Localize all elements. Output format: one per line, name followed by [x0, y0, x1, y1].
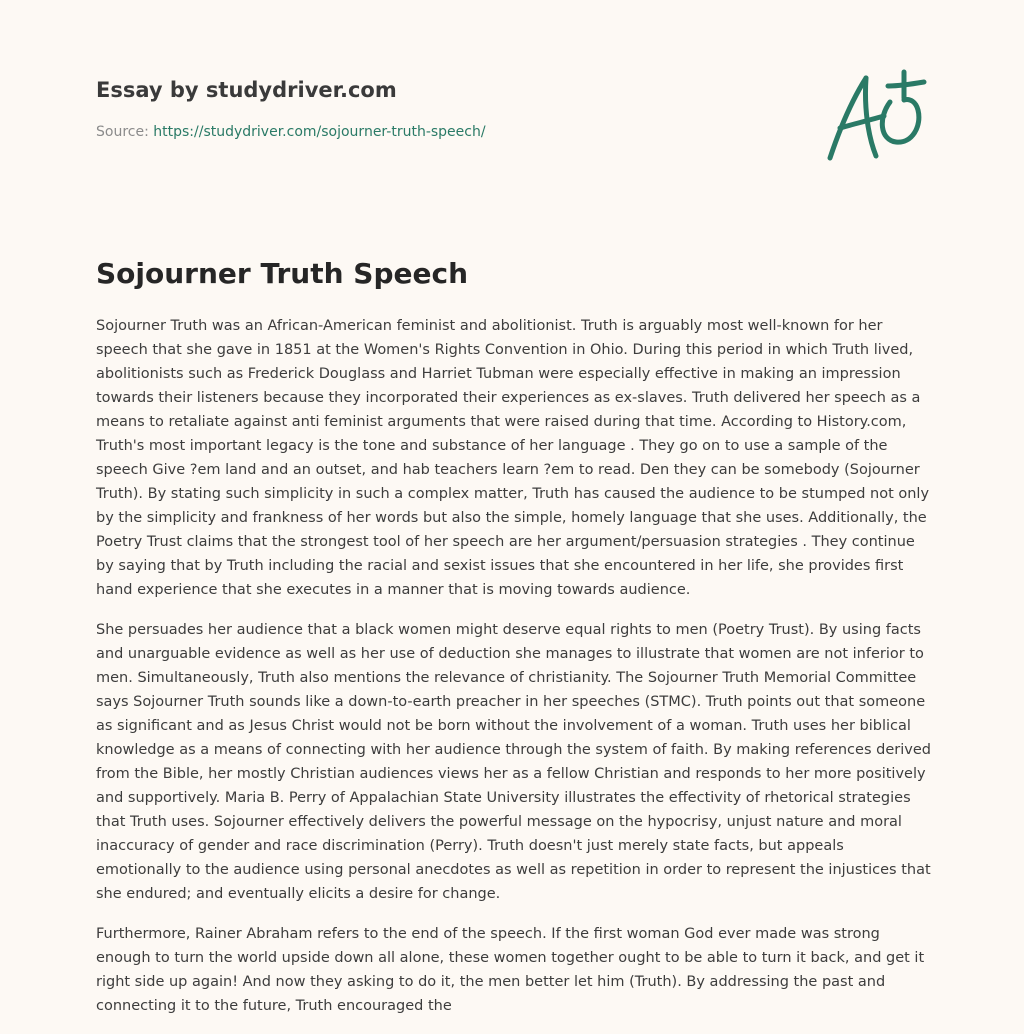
source-link[interactable]: https://studydriver.com/sojourner-truth-speech/	[153, 124, 486, 140]
essay-paragraph: Furthermore, Rainer Abraham refers to the end of the speech. If the first woman God ever made was strong enough to turn the world upside down all alone, these women together ought to be able to turn it back, and get it right side up again! And now they asking to do it, the men better let him (Truth). By addressing the past and connecting it to the future, Truth encouraged the	[96, 926, 925, 1014]
a-plus-icon	[820, 66, 930, 166]
essay-header	[96, 74, 736, 142]
source-label: Source:	[96, 124, 154, 140]
page-title: Sojourner Truth Speech	[96, 257, 469, 290]
source-line	[96, 122, 736, 142]
essay-paragraph: She persuades her audience that a black women might deserve equal rights to men (Poetry Trust). By using facts and unarguable evidence as well as her use of deduction she manages to illustrate that women are not inferior to men. Simultaneously, Truth also mentions the relevance of christianity. The Sojourner Truth Memorial Committee says Sojourner Truth sounds like a down-to-earth preacher in her speeches (STMC). Truth points out that someone as significant and as Jesus Christ would not be born without the involvement of a woman. Truth uses her biblical knowledge as a means of connecting with her audience through the system of faith. By making references derived from the Bible, her mostly Christian audiences views her as a fellow Christian and responds to her more positively and supportively. Maria B. Perry of Appalachian State University illustrates the effectivity of rhetorical strategies that Truth uses. Sojourner effectively delivers the powerful message on the hypocrisy, unjust nature and moral inaccuracy of gender and race discrimination (Perry). Truth doesn't just merely state facts, but appeals emotionally to the audience using personal anecdotes as well as repetition in order to represent the injustices that she endured; and eventually elicits a desire for change.	[96, 622, 931, 902]
site-title: Essay by studydriver.com	[96, 78, 397, 102]
essay-body	[96, 314, 932, 1034]
essay-paragraph: Sojourner Truth was an African-American feminist and abolitionist. Truth is arguably most well-known for her speech that she gave in 1851 at the Women's Rights Convention in Ohio. During this period in which Truth lived, abolitionists such as Frederick Douglass and Harriet Tubman were especially effective in making an impression towards their listeners because they incorporated their experiences as ex-slaves. Truth delivered her speech as a means to retaliate against anti feminist arguments that were raised during that time. According to History.com, Truth's most important legacy is the tone and substance of her language . They go on to use a sample of the speech Give ?em land and an outset, and hab teachers learn ?em to read. Den they can be somebody (Sojourner Truth). By stating such simplicity in such a complex matter, Truth has caused the audience to be stumped not only by the simplicity and frankness of her words but also the simple, homely language that she uses. Additionally, the Poetry Trust claims that the strongest tool of her speech are her argument/persuasion strategies . They continue by saying that by Truth including the racial and sexist issues that she encountered in her life, she provides first hand experience that she executes in a manner that is moving towards audience.	[96, 318, 930, 598]
